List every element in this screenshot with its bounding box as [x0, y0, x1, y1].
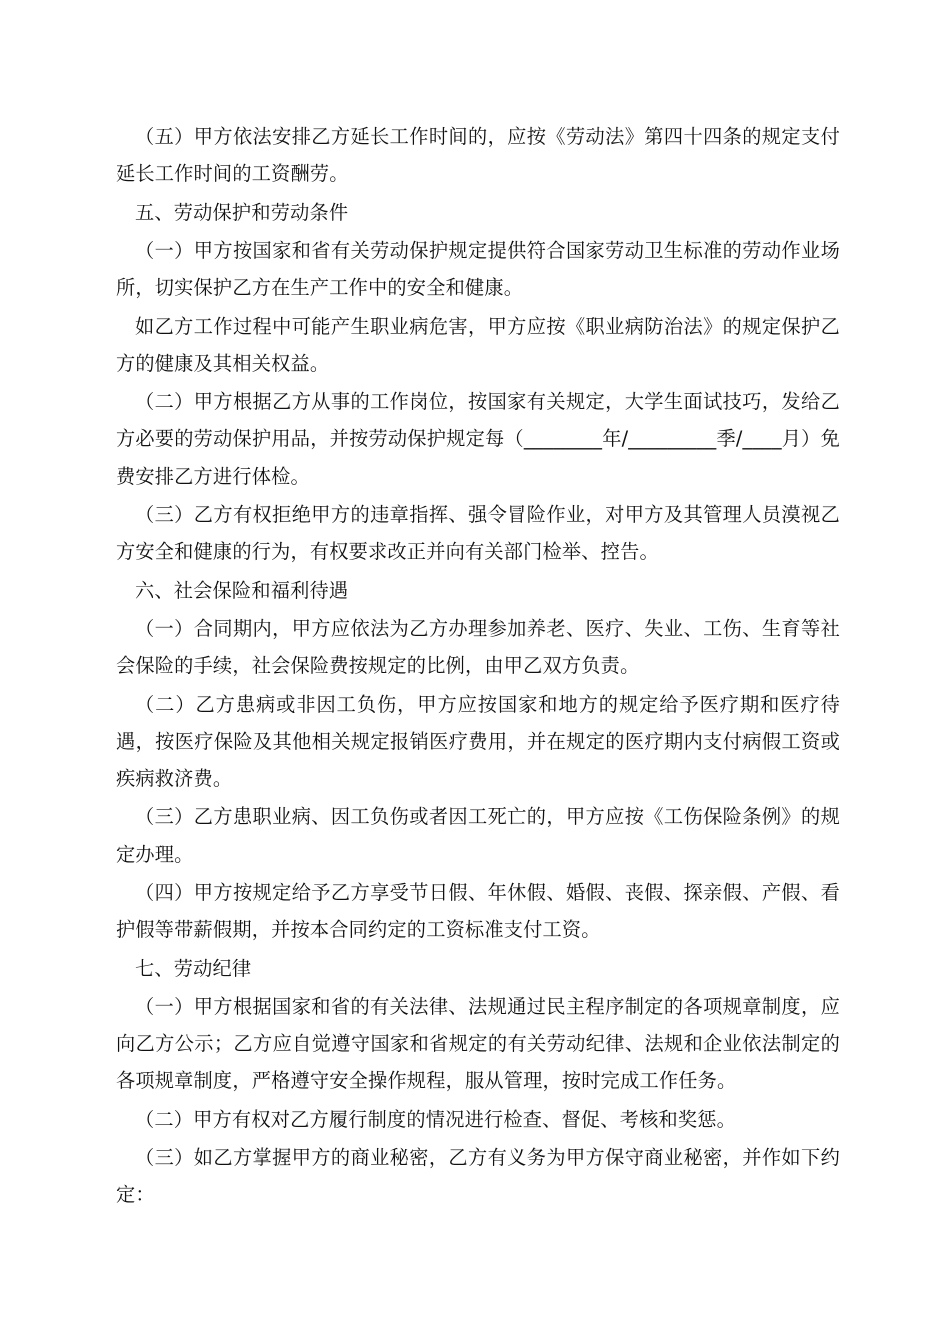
paragraph-work-injury: （三）乙方患职业病、因工负伤或者因工死亡的，甲方应按《工伤保险条例》的规定办理。	[116, 805, 840, 866]
section-heading-labor-discipline: 七、劳动纪律	[135, 956, 252, 980]
paragraph-sick-leave: （二）乙方患病或非因工负伤，甲方应按国家和地方的规定给予医疗期和医疗待遇，按医疗保险及其他相关规定报销医疗费用，并在规定的医疗期内支付病假工资或疾病救济费。	[116, 692, 840, 790]
paragraph-trade-secrets: （三）如乙方掌握甲方的商业秘密，乙方有义务为甲方保守商业秘密，并作如下约定：	[116, 1146, 840, 1207]
section-heading-social-insurance: 六、社会保险和福利待遇	[135, 578, 349, 602]
paragraph-insurance-enrollment: （一）合同期内，甲方应依法为乙方办理参加养老、医疗、失业、工伤、生育等社会保险的手续，社会保险费按规定的比例，由甲乙双方负责。	[116, 616, 840, 678]
paragraph-rules-compliance: （一）甲方根据国家和省的有关法律、法规通过民主程序制定的各项规章制度，应向乙方公示；乙方应自觉遵守国家和省规定的有关劳动纪律、法规和企业依法制定的各项规章制度，严格遵守安全操作规程，服从管理，按时完成工作任务。	[116, 994, 840, 1093]
paragraph-protective-equipment: （二）甲方根据乙方从事的工作岗位，按国家有关规定，大学生面试技巧，发给乙方必要的劳动保护用品，并按劳动保护规定每（________年/_________季/____月）免费安排乙方进行体检。	[116, 390, 840, 488]
paragraph-inspection-rights: （二）甲方有权对乙方履行制度的情况进行检查、督促、考核和奖惩。	[135, 1107, 737, 1131]
paragraph-refuse-unsafe-orders: （三）乙方有权拒绝甲方的违章指挥、强令冒险作业，对甲方及其管理人员漠视乙方安全和健康的行为，有权要求改正并向有关部门检举、控告。	[116, 502, 840, 564]
paragraph-occupational-disease: 如乙方工作过程中可能产生职业病危害，甲方应按《职业病防治法》的规定保护乙方的健康及其相关权益。	[116, 314, 840, 375]
paragraph-overtime-pay: （五）甲方依法安排乙方延长工作时间的，应按《劳动法》第四十四条的规定支付延长工作时间的工资酬劳。	[116, 125, 840, 186]
section-heading-labor-protection: 五、劳动保护和劳动条件	[135, 200, 349, 224]
document-page	[116, 118, 840, 1215]
paragraph-paid-leave: （四）甲方按规定给予乙方享受节日假、年休假、婚假、丧假、探亲假、产假、看护假等带薪假期，并按本合同约定的工资标准支付工资。	[116, 880, 840, 942]
paragraph-workplace-safety: （一）甲方按国家和省有关劳动保护规定提供符合国家劳动卫生标准的劳动作业场所，切实保护乙方在生产工作中的安全和健康。	[116, 238, 840, 300]
